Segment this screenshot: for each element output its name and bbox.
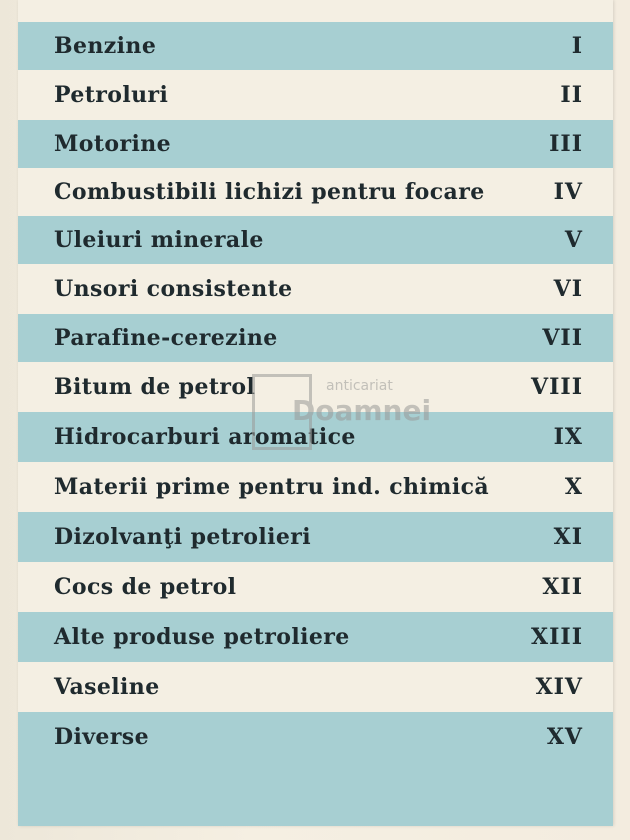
index-number: II	[560, 82, 583, 108]
index-row-9	[18, 412, 613, 462]
index-sheet	[18, 0, 613, 826]
index-row-3	[18, 120, 613, 168]
index-label: Combustibili lichizi pentru focare	[54, 179, 485, 205]
index-number: VII	[542, 325, 583, 351]
index-label: Alte produse petroliere	[54, 624, 350, 650]
index-number: III	[549, 131, 583, 157]
bottom-color-band	[18, 762, 613, 826]
index-number: VIII	[531, 374, 583, 400]
index-label: Unsori consistente	[54, 276, 293, 302]
watermark-big-text: Doamnei	[292, 394, 432, 427]
index-row-14	[18, 662, 613, 712]
index-row-12	[18, 562, 613, 612]
index-number: V	[564, 227, 583, 253]
index-row-11	[18, 512, 613, 562]
index-row-5	[18, 216, 613, 264]
index-number: VI	[553, 276, 583, 302]
index-number: XII	[542, 574, 583, 600]
index-number: XIII	[531, 624, 583, 650]
index-row-2	[18, 70, 613, 120]
index-row-8	[18, 362, 613, 412]
index-label: Petroluri	[54, 82, 169, 108]
index-label: Bitum de petrol	[54, 374, 256, 400]
index-label: Dizolvanţi petrolieri	[54, 524, 312, 550]
index-number: I	[571, 33, 583, 59]
index-row-13	[18, 612, 613, 662]
index-label: Diverse	[54, 724, 149, 750]
index-number: X	[564, 474, 583, 500]
index-row-1	[18, 22, 613, 70]
index-label: Uleiuri minerale	[54, 227, 264, 253]
index-row-10	[18, 462, 613, 512]
watermark-small-text: anticariat	[326, 378, 393, 394]
index-row-7	[18, 314, 613, 362]
index-number: XV	[546, 724, 583, 750]
index-label: Benzine	[54, 33, 157, 59]
index-row-15	[18, 712, 613, 762]
index-row-6	[18, 264, 613, 314]
index-row-4	[18, 168, 613, 216]
index-label: Hidrocarburi aromatice	[54, 424, 356, 450]
index-label: Vaseline	[54, 674, 160, 700]
index-label: Materii prime pentru ind. chimică	[54, 474, 490, 500]
index-number: XI	[553, 524, 583, 550]
index-label: Motorine	[54, 131, 172, 157]
index-number: IV	[553, 179, 583, 205]
index-label: Cocs de petrol	[54, 574, 237, 600]
index-label: Parafine-cerezine	[54, 325, 278, 351]
index-number: XIV	[535, 674, 583, 700]
index-number: IX	[553, 424, 583, 450]
